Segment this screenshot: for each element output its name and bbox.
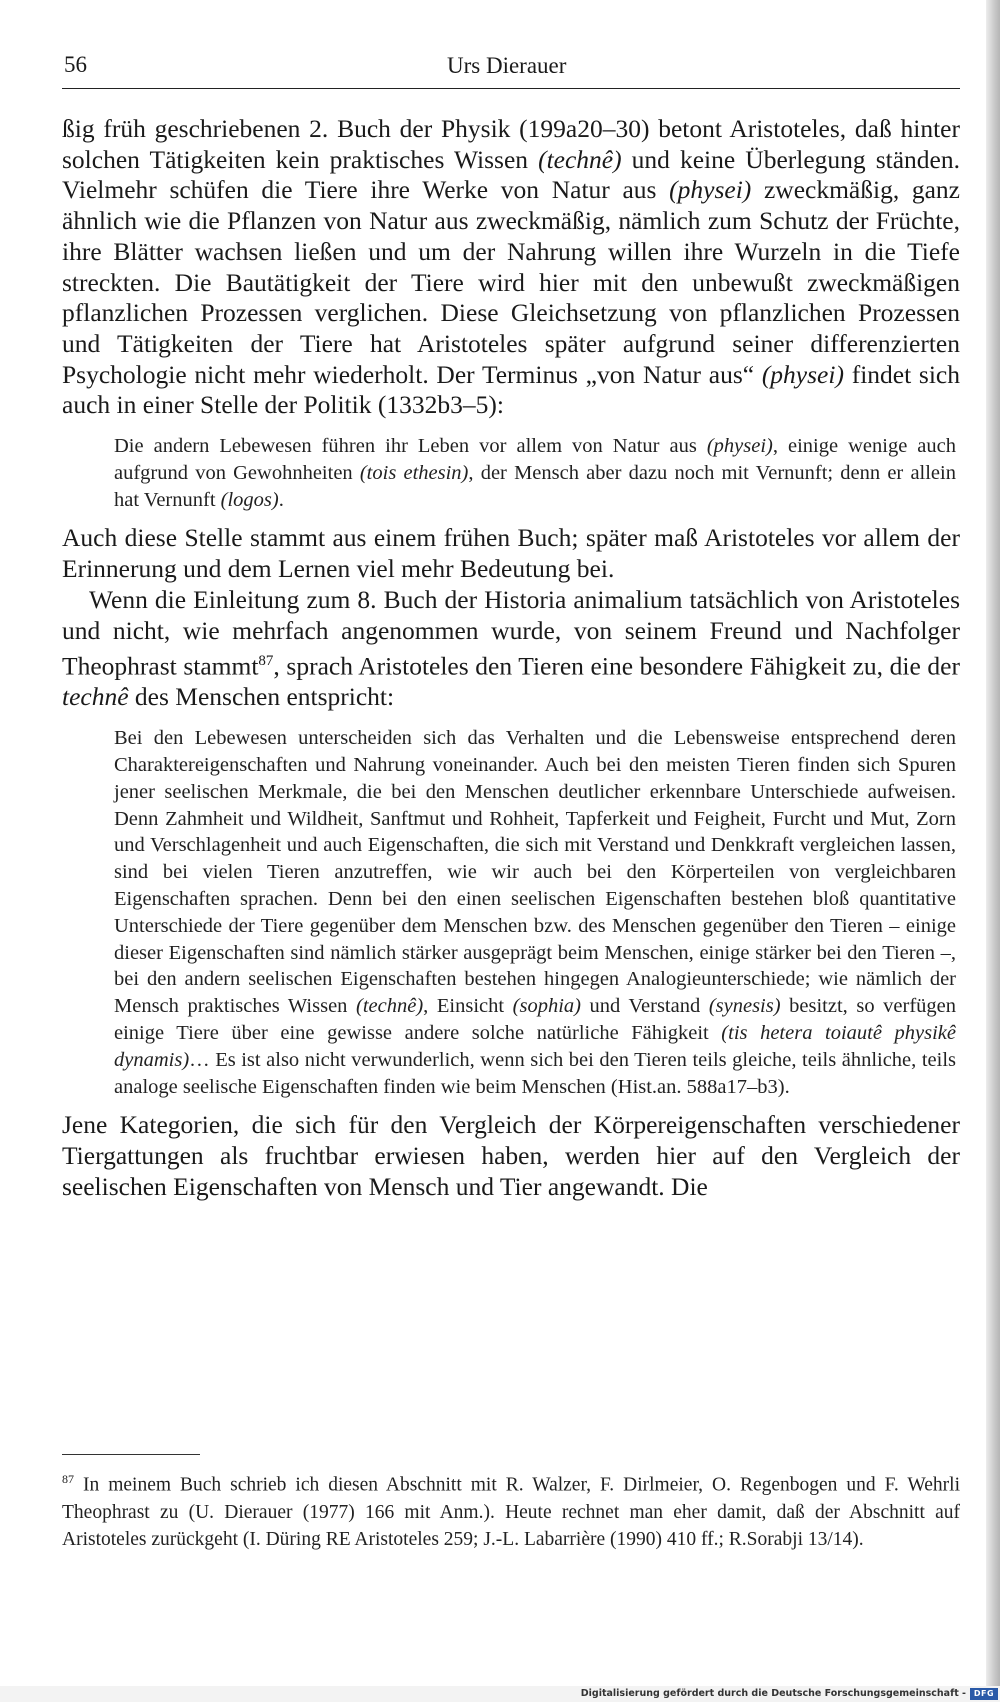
footnote-reference[interactable]: 87 <box>258 653 274 670</box>
term-techne: technê <box>62 682 129 712</box>
footnote-divider <box>62 1454 200 1455</box>
block-quote-historia-animalium: Bei den Lebewesen unterscheiden sich das Verhalten und die Lebensweise entsprechend deren Charaktereigenschaften und Nahrung voneinander. Auch bei den meisten Tieren finden sich Spuren jener seelischen Merkmale, die bei den Menschen deutlicher erkennbare Unterschiede aufweisen. Denn Zahmheit und Wildheit, Sanftmut und Rohheit, Tapferkeit und Feigheit, Furcht und Mut, Zorn und Verschlagenheit und auch Eigenschaften, die sich mit Verstand und Denkkraft vergleichen lassen, sind bei vielen Tieren anzutreffen, wie wir auch bei den Körperteilen von vergleichbaren Eigenschaften sprachen. Denn bei den einen seelischen Eigenschaften bestehen bloß quantitative Unterschiede der Tiere gegenüber dem Menschen bzw. des Menschen gegenüber den Tieren – einige dieser Eigenschaften sind nämlich stärker ausgeprägt beim Menschen, einige stärker bei den Tieren –, bei den andern seelischen Eigenschaften bestehen hingegen Analogieunterschiede; wie nämlich der Mensch praktisches Wissen (technê), Einsicht (sophia) und Verstand (synesis) besitzt, so verfügen einige Tiere über eine gewisse andere solche natürliche Fähigkeit (tis hetera toiautê physikê dynamis)… Es ist also nicht verwunderlich, wenn sich bei den Tieren teils gleiche, teils ähnliche, teils analoge seelische Eigenschaften finden wie beim Menschen (Hist.an. 588a17–b3). <box>114 727 956 1098</box>
paragraph-historia-animalium: Wenn die Einleitung zum 8. Buch der Historia animalium tatsächlich von Aristoteles und nicht, wie mehrfach angenommen wurde, von seinem Freund und Nachfolger Theophrast stammt$^{87}$, sprach Aristoteles den Tieren eine besondere Fähigkeit zu, die der technê des Menschen entspricht: <box>62 584 960 712</box>
footnote-number: 87 <box>62 1472 74 1486</box>
term-techne: (technê) <box>538 144 622 174</box>
paragraph-early-book: Auch diese Stelle stammt aus einem frühen Buch; später maß Aristoteles vor allem der Erinnerung und dem Lernen viel mehr Bedeutung bei. <box>62 523 960 584</box>
main-text <box>62 114 960 1202</box>
term-physei: (physei) <box>669 175 752 205</box>
digitization-credit: Digitalisierung gefördert durch die Deutsche Forschungsgemeinschaft - <box>580 1688 966 1699</box>
term-logos: (logos) <box>220 488 279 511</box>
term-physei: (physei) <box>761 359 844 389</box>
paragraph-categories: Jene Kategorien, die sich für den Vergleich der Körpereigenschaften verschiedener Tiergattungen als fruchtbar erwiesen haben, werden hier auf den Vergleich der seelischen Eigenschaften von Mensch und Tier angewandt. Die <box>62 1110 960 1201</box>
paragraph-physics: ßig früh geschriebenen 2. Buch der Physik (199a20–30) betont Aristoteles, daß hinter solchen Tätigkeiten kein praktisches Wissen (technê) und keine Überlegung ständen. Vielmehr schüfen die Tiere ihre Werke von Natur aus (physei) zweckmäßig, ganz ähnlich wie die Pflanzen von Natur aus zweckmäßig, nämlich zum Schutz der Früchte, ihre Blätter wachsen ließen und um der Nahrung willen ihre Wurzeln in die Tiefe streckten. Die Bautätigkeit der Tiere wird hier mit den unbewußt zweckmäßigen pflanzlichen Prozessen verglichen. Diese Gleichsetzung von pflanzlichen Prozessen und Tätigkeiten der Tiere hat Aristoteles später aufgrund seiner differenzierten Psychologie nicht mehr wiederholt. Der Terminus „von Natur aus“ (physei) findet sich auch in einer Stelle der Politik (1332b3–5): <box>62 114 961 420</box>
term-sophia: (sophia) <box>512 995 581 1018</box>
running-head-author: Urs Dierauer <box>447 53 567 78</box>
term-tois-ethesin: (tois ethesin) <box>359 461 469 484</box>
page-number: 56 <box>64 52 87 77</box>
term-techne: (technê) <box>356 995 424 1018</box>
footnote-87 <box>62 1466 960 1553</box>
term-physei: (physei) <box>706 435 773 458</box>
term-physike-dynamis: (tis hetera toiautê physikê dynamis) <box>114 1021 956 1071</box>
footnote-text: In meinem Buch schrieb ich diesen Abschnitt mit R. Walzer, F. Dirlmeier, O. Regenbogen und F. Wehrli Theophrast zu (U. Dierauer (1977) 166 mit Anm.). Heute rechnet man eher damit, daß der Abschnitt auf Aristoteles zurückgeht (I. Düring RE Aristoteles 259; J.-L. Labarrière (1990) 410 ff.; R.Sorabji 13/14). <box>62 1474 960 1550</box>
term-synesis: (synesis) <box>708 995 781 1018</box>
block-quote-politics: Die andern Lebewesen führen ihr Leben vor allem von Natur aus (physei), einige wenige auch aufgrund von Gewohnheiten (tois ethesin), der Mensch aber dazu noch mit Vernunft; denn er allein hat Vernunft (logos). <box>114 435 957 511</box>
dfg-logo: DFG <box>970 1688 998 1700</box>
running-head <box>62 50 960 89</box>
scan-page-edge <box>986 0 1000 1702</box>
